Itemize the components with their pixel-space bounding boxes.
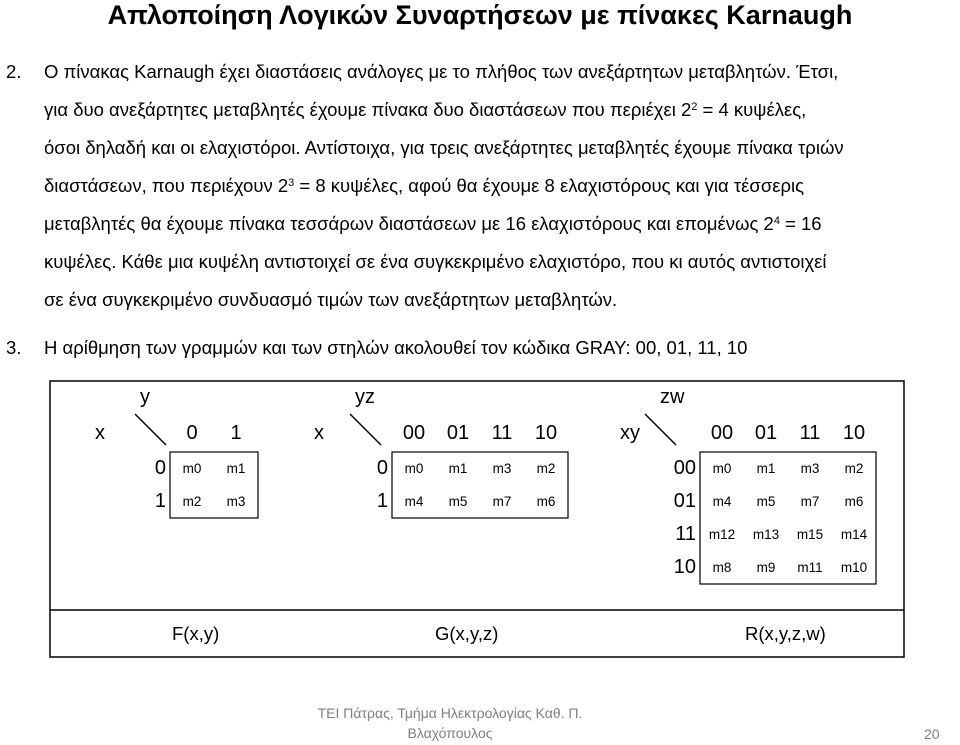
r-minterm-cell: m1 [756,461,776,476]
g-minterm-cell: m0 [404,461,424,476]
r-corner-diagonal [645,414,676,445]
r-minterm-cell: m10 [840,560,868,575]
r-column-header: 10 [842,422,866,444]
r-column-header: 00 [710,422,734,444]
g-minterm-cell: m7 [492,494,512,509]
text-segment: κυψέλες. Κάθε μια κυψέλη αντιστοιχεί σε ένα συγκεκριμένο ελαχιστόρο, που κι αυτός αντιστοιχεί [44,251,827,272]
r-minterm-cell: m4 [712,494,732,509]
f-minterm-cell: m3 [226,494,246,509]
text-segment: όσοι δηλαδή και οι ελαχιστόροι. Αντίστοιχα, για τρεις ανεξάρτητες μεταβλητές έχουμε πίνακα τριών [44,137,844,158]
g-row-header: 0 [376,457,388,479]
f-row-variable: x [95,422,105,444]
footer-text [250,703,650,743]
f-row-header: 1 [154,490,166,512]
r-minterm-cell: m12 [708,527,736,542]
f-minterm-cell: m0 [182,461,202,476]
r-row-header: 00 [673,457,696,479]
r-minterm-cell: m7 [800,494,820,509]
r-column-variable: zw [660,386,685,408]
r-column-header: 11 [799,422,821,444]
superscript: 2 [691,101,698,113]
superscript: 4 [773,215,780,227]
r-minterm-cell: m15 [796,527,824,542]
g-column-header: 00 [402,422,426,444]
g-minterm-cell: m5 [448,494,468,509]
g-minterm-cell: m6 [536,494,556,509]
f-corner-diagonal [135,414,166,445]
text-segment: μεταβλητές θα έχουμε πίνακα τεσσάρων διαστάσεων με 16 ελαχιστόρους και επομένως 2 [44,213,774,234]
text-segment: Ο πίνακας Karnaugh έχει διαστάσεις ανάλογες με το πλήθος των ανεξάρτητων μεταβλητών. Έτσι, [44,61,839,82]
g-corner-diagonal [350,414,381,445]
footer-line-1: ΤΕΙ Πάτρας, Τμήμα Ηλεκτρολογίας Καθ. Π. [317,705,583,721]
f-column-header: 0 [186,422,198,444]
r-row-header: 10 [673,556,696,578]
text-segment: = 4 κυψέλες, [697,99,807,120]
f-function-label: F(x,y) [172,623,220,644]
f-row-header: 0 [154,457,166,479]
g-column-header: 11 [491,422,513,444]
r-minterm-cell: m3 [800,461,820,476]
r-column-header: 01 [754,422,778,444]
footer-line-2: Βλαχόπουλος [407,725,493,741]
g-row-header: 1 [376,490,388,512]
slide-title: Απλοποίηση Λογικών Συναρτήσεων με πίνακες Karnaugh [107,0,853,30]
r-minterm-cell: m8 [712,560,732,575]
r-row-header: 11 [675,523,696,545]
page-number: 20 [924,726,940,742]
r-minterm-cell: m2 [844,461,864,476]
g-function-label: G(x,y,z) [435,623,499,644]
g-minterm-cell: m4 [404,494,424,509]
g-row-variable: x [314,422,324,444]
text-segment: = 16 [779,213,822,234]
g-column-variable: yz [355,386,375,408]
r-minterm-cell: m5 [756,494,776,509]
g-minterm-cell: m3 [492,461,512,476]
point-number: 2. [6,61,22,82]
r-minterm-cell: m6 [844,494,864,509]
text-segment: για δυο ανεξάρτητες μεταβλητές έχουμε πίνακα δυο διαστάσεων που περιέχει 2 [44,99,692,120]
text-segment: Η αρίθμηση των γραμμών και των στηλών ακολουθεί τον κώδικα GRAY: 00, 01, 11, 10 [44,337,748,358]
text-segment: = 8 κυψέλες, αφού θα έχουμε 8 ελαχιστόρους και για τέσσερις [294,175,805,196]
f-column-variable: y [140,386,150,408]
g-minterm-cell: m1 [448,461,468,476]
text-segment: διαστάσεων, που περιέχουν 2 [44,175,289,196]
r-function-label: R(x,y,z,w) [745,623,826,644]
g-column-header: 10 [534,422,558,444]
r-minterm-cell: m13 [752,527,780,542]
f-minterm-cell: m1 [226,461,246,476]
superscript: 3 [288,177,295,189]
r-minterm-cell: m9 [756,560,776,575]
g-column-header: 01 [446,422,470,444]
r-row-header: 01 [673,490,696,512]
text-segment: σε ένα συγκεκριμένο συνδυασμό τιμών των ανεξάρτητων μεταβλητών. [44,289,618,310]
r-minterm-cell: m11 [797,560,823,575]
g-minterm-cell: m2 [536,461,556,476]
r-minterm-cell: m14 [840,527,868,542]
point-number: 3. [6,337,22,358]
r-minterm-cell: m0 [712,461,732,476]
f-minterm-cell: m2 [182,494,202,509]
f-column-header: 1 [230,422,242,444]
r-row-variable: xy [620,422,640,444]
